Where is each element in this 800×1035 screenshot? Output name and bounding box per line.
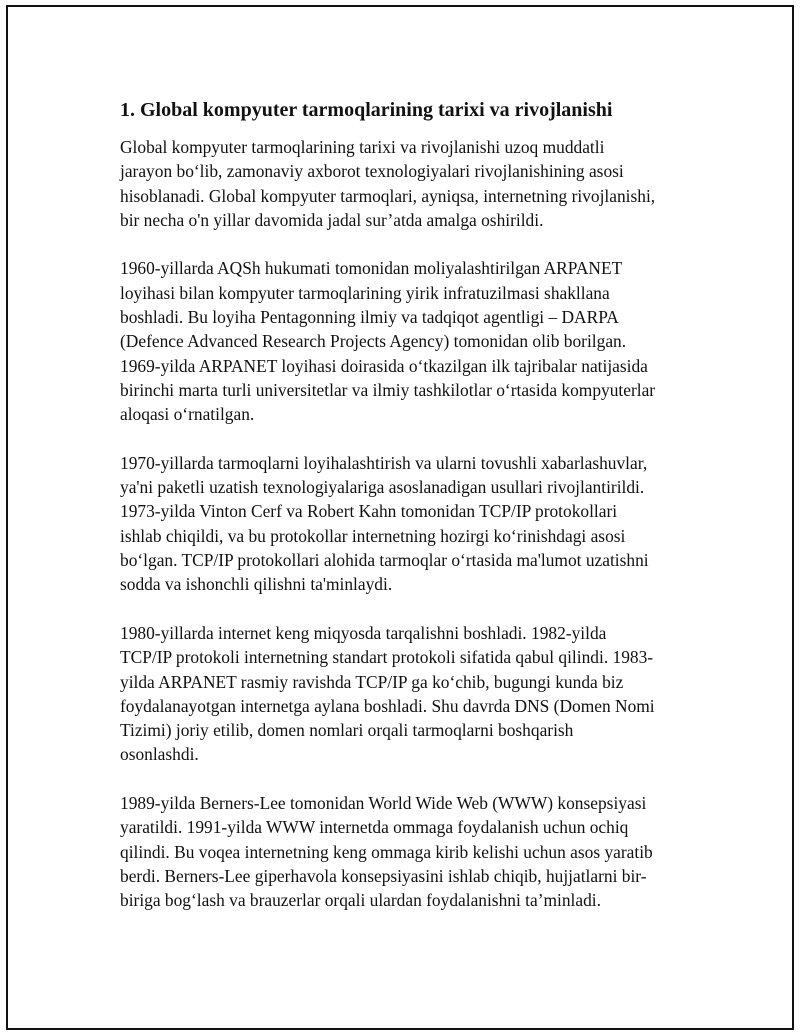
document-body	[120, 97, 690, 937]
paragraph-intro: Global kompyuter tarmoqlarining tarixi va rivojlanishi uzoq muddatli jarayon bo‘lib, zamonaviy axborot texnologiyalari rivojlanishining asosi hisoblanadi. Global kompyuter tarmoqlari, ayniqsa, internetning rivojlanishi, bir necha o'n yillar davomida jadal sur’atda amalga oshirildi.	[120, 137, 656, 230]
section-heading: 1. Global kompyuter tarmoqlarining tarixi va rivojlanishi	[120, 99, 613, 121]
paragraph-1970s: 1970-yillarda tarmoqlarni loyihalashtirish va ularni tovushli xabarlashuvlar, ya'ni paketli uzatish texnologiyalariga asoslanadigan usullari rivojlantirildi. 1973-yilda Vinton Cerf va Robert Kahn tomonidan TCP/IP protokollari ishlab chiqildi, va bu protokollar internetning hozirgi ko‘rinishdagi asosi bo‘lgan. TCP/IP protokollari alohida tarmoqlar o‘rtasida ma'lumot uzatishni sodda va ishonchli qilishni ta'minlaydi.	[120, 452, 649, 595]
page-frame	[6, 5, 794, 1030]
paragraph-1989: 1989-yilda Berners-Lee tomonidan World Wide Web (WWW) konsepsiyasi yaratildi. 1991-yilda WWW internetda ommaga foydalanish uchun ochiq qilindi. Bu voqea internetning keng ommaga kirib kelishi uchun asos yaratib berdi. Berners-Lee giperhavola konsepsiyasini ishlab chiqib, hujjatlarni bir- biriga bog‘lash va brauzerlar orqali ulardan foydalanishni ta’minladi.	[120, 793, 653, 911]
paragraph-1980s: 1980-yillarda internet keng miqyosda tarqalishni boshladi. 1982-yilda TCP/IP protokoli internetning standart protokoli sifatida qabul qilindi. 1983- yilda ARPANET rasmiy ravishda TCP/IP ga ko‘chib, bugungi kunda biz foydalanayotgan internetga aylana boshladi. Shu davrda DNS (Domen Nomi Tizimi) joriy etilib, domen nomlari orqali tarmoqlarni boshqarish osonlashdi.	[120, 622, 655, 765]
paragraph-1960s: 1960-yillarda AQSh hukumati tomonidan moliyalashtirilgan ARPANET loyihasi bilan kompyuter tarmoqlarining yirik infratuzilmasi shakllana boshladi. Bu loyiha Pentagonning ilmiy va tadqiqot agentligi – DARPA (Defence Advanced Research Projects Agency) tomonidan olib borilgan. 1969-yilda ARPANET loyihasi doirasida o‘tkazilgan ilk tajribalar natijasida birinchi marta turli universitetlar va ilmiy tashkilotlar o‘rtasida kompyuterlar aloqasi o‘rnatilgan.	[120, 258, 656, 425]
